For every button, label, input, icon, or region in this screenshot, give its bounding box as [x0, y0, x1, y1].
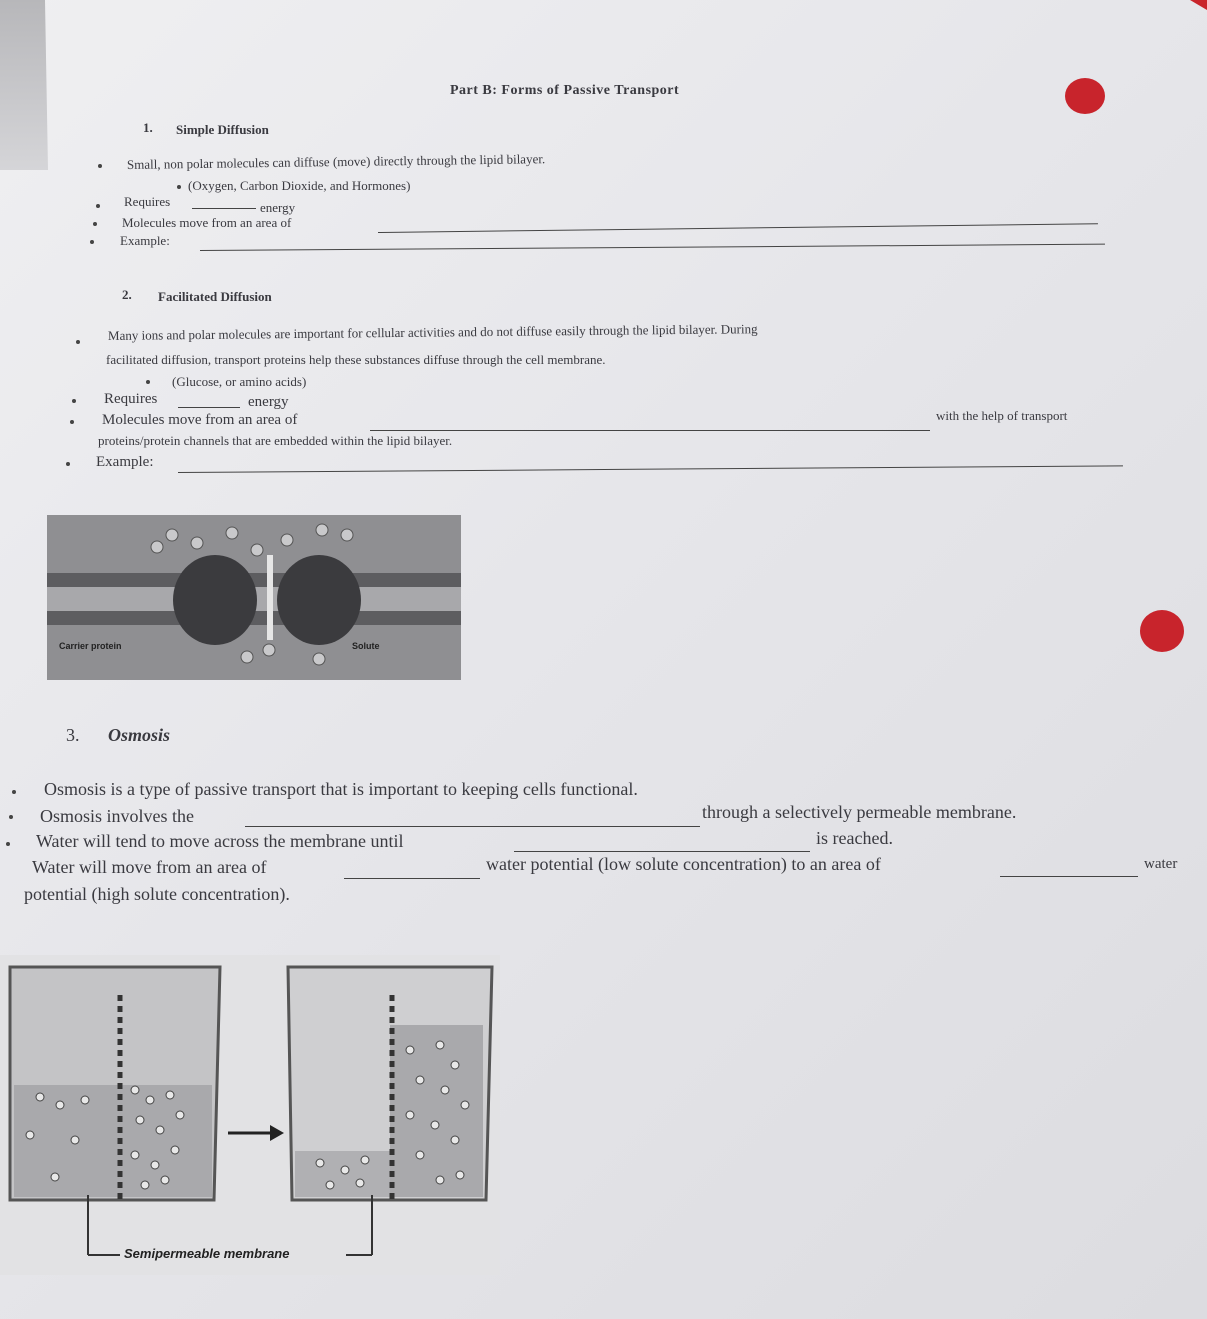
s2-energy-label: energy	[248, 394, 289, 410]
s3-line2: potential (high solute concentration).	[24, 884, 290, 904]
s2-molecules-line2: proteins/protein channels that are embedded within the lipid bilayer.	[98, 433, 453, 448]
punch-hole-middle	[1140, 610, 1184, 652]
bullet	[146, 380, 150, 384]
page-title: Part B: Forms of Passive Transport	[450, 83, 680, 98]
bullet	[98, 164, 102, 168]
s3-bullet-1: Osmosis is a type of passive transport that is important to keeping cells functional.	[44, 779, 638, 799]
punch-hole-top	[1065, 78, 1105, 114]
s3-involves-blank[interactable]	[245, 826, 700, 827]
carrier-protein-label: Carrier protein	[59, 641, 122, 651]
bullet	[12, 790, 16, 794]
s2-molecules-blank[interactable]	[370, 430, 930, 431]
s1-energy-label: energy	[260, 200, 296, 215]
s3-until-post: is reached.	[816, 828, 893, 848]
s3-involves-label: Osmosis involves the	[40, 806, 195, 826]
bullet	[9, 815, 13, 819]
solute-label: Solute	[352, 641, 380, 651]
s2-bullet-line2: facilitated diffusion, transport proteins help these substances diffuse through the cell membrane.	[106, 352, 606, 367]
bullet	[70, 420, 74, 424]
section-1-number: 1.	[143, 120, 153, 135]
bullet	[6, 842, 10, 846]
s3-involves-post: through a selectively permeable membrane.	[702, 802, 1017, 822]
s3-from-label: Water will move from an area of	[32, 857, 267, 877]
bullet	[72, 399, 76, 403]
s3-from-mid: water potential (low solute concentration) to an area of	[486, 854, 881, 874]
bullet	[76, 340, 80, 344]
bullet	[90, 240, 94, 244]
s2-examples: (Glucose, or amino acids)	[172, 374, 307, 389]
bullet	[177, 185, 181, 189]
s2-molecules-post: with the help of transport	[936, 408, 1068, 423]
s1-bullet-text: Small, non polar molecules can diffuse (move) directly through the lipid bilayer.	[126, 151, 546, 172]
s1-requires-blank[interactable]	[192, 208, 256, 209]
semipermeable-membrane-label: Semipermeable membrane	[124, 1246, 290, 1261]
section-2-number: 2.	[122, 287, 132, 302]
s1-examples: (Oxygen, Carbon Dioxide, and Hormones)	[188, 178, 411, 193]
section-3-heading: Osmosis	[108, 725, 171, 745]
s2-bullet-line1: Many ions and polar molecules are important for cellular activities and do not diffuse easily through the lipid bilayer. During	[107, 321, 758, 343]
bullet	[93, 222, 97, 226]
s3-water-post: water	[1144, 856, 1178, 872]
s3-until-label: Water will tend to move across the membrane until	[36, 831, 404, 851]
s2-molecules-label: Molecules move from an area of	[102, 412, 298, 428]
adjacent-page-edge	[0, 0, 48, 170]
s1-example-label: Example:	[120, 233, 170, 248]
facilitated-diffusion-figure	[47, 515, 461, 680]
s1-molecules-label: Molecules move from an area of	[122, 215, 292, 230]
s2-requires-blank[interactable]	[178, 407, 240, 408]
section-1-heading: Simple Diffusion	[176, 122, 269, 137]
s3-until-blank[interactable]	[514, 851, 810, 852]
bullet	[96, 204, 100, 208]
s1-requires-label: Requires	[124, 194, 171, 209]
s3-to-blank[interactable]	[1000, 876, 1138, 877]
section-2-heading: Facilitated Diffusion	[158, 289, 272, 304]
bullet	[66, 462, 70, 466]
s3-from-blank[interactable]	[344, 878, 480, 879]
section-3-number: 3.	[66, 725, 80, 745]
s2-requires-label: Requires	[104, 391, 158, 407]
s2-example-label: Example:	[96, 454, 154, 470]
osmosis-figure	[0, 955, 500, 1275]
